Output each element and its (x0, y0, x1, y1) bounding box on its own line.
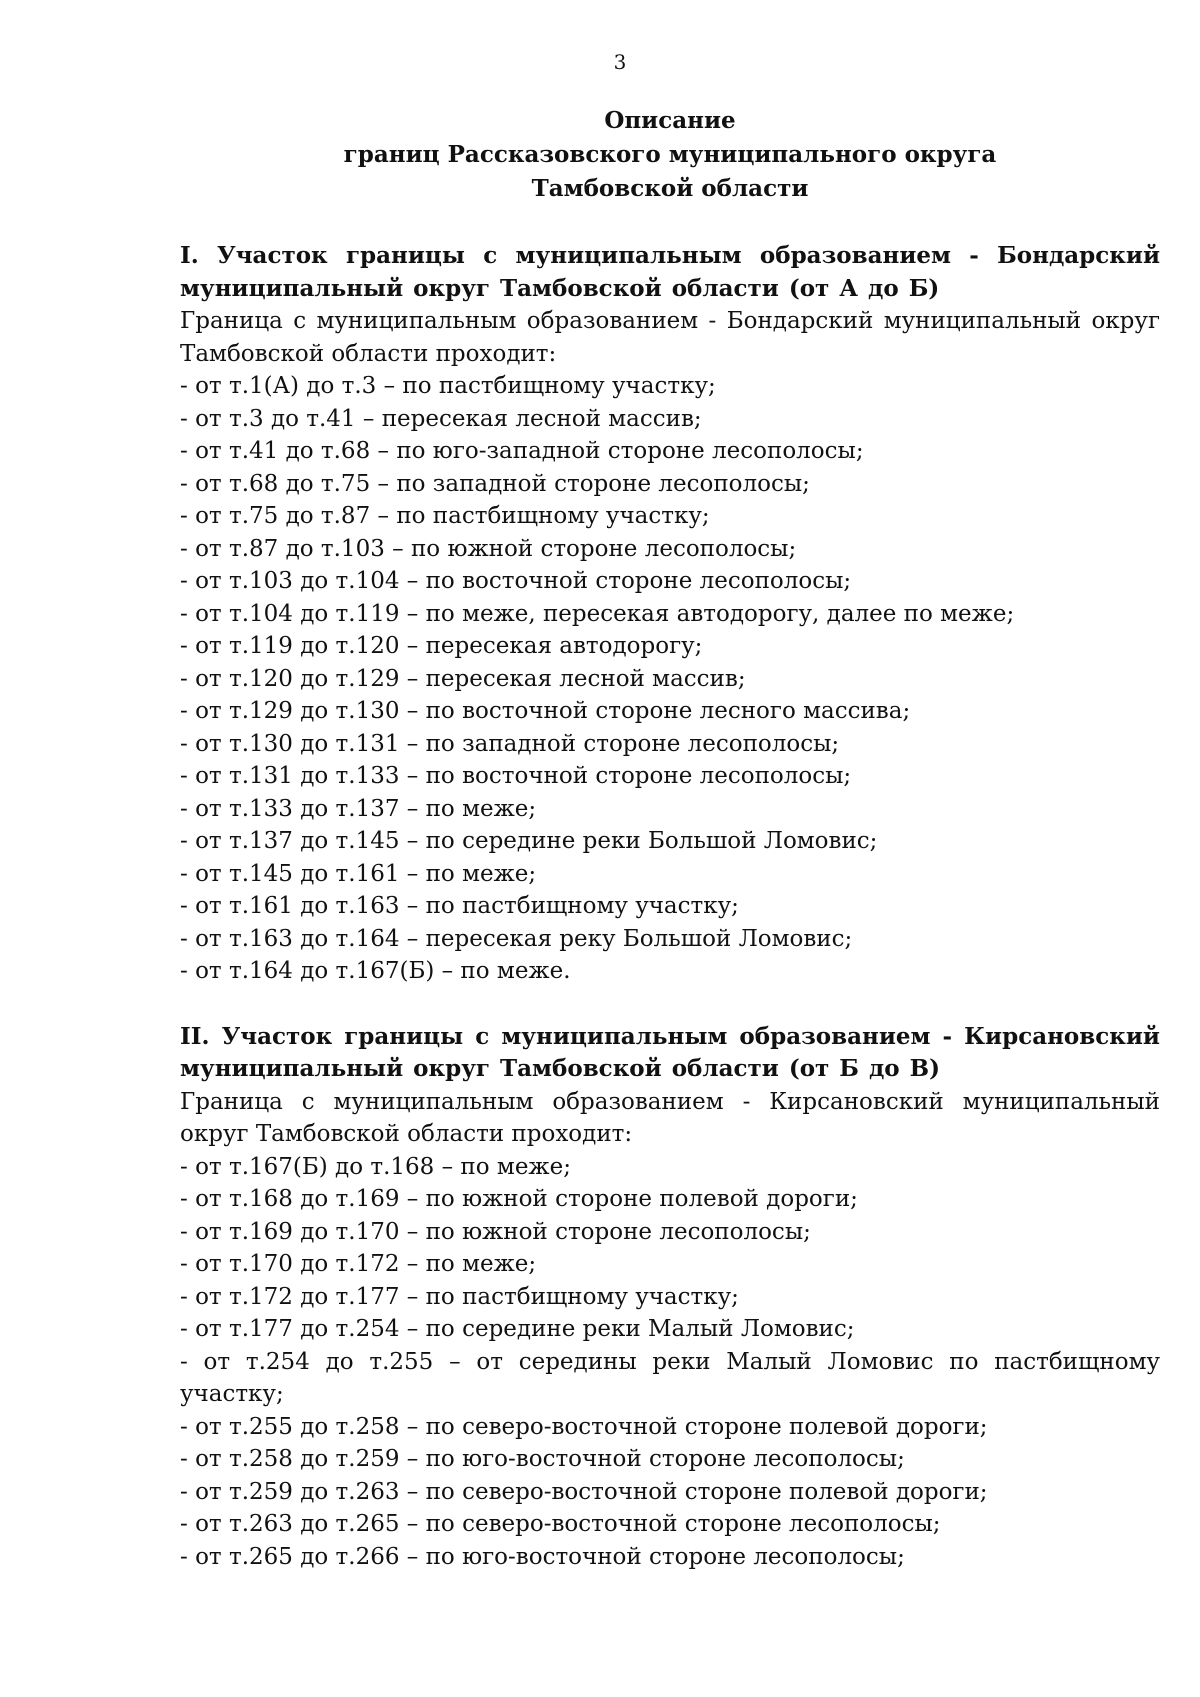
boundary-item: - от т.172 до т.177 – по пастбищному участку; (180, 1283, 739, 1310)
boundary-item: - от т.68 до т.75 – по западной стороне лесополосы; (180, 470, 810, 497)
section-kirsanovsky (180, 1021, 1160, 1574)
section-bondarsky (180, 240, 1160, 988)
boundary-item: - от т.3 до т.41 – пересекая лесной массив; (180, 405, 702, 432)
boundary-item: - от т.1(А) до т.3 – по пастбищному участку; (180, 373, 716, 399)
section-heading: I. Участок границы с муниципальным образованием - Бондарский муниципальный округ Тамбовской области (от А до Б) (180, 242, 1160, 302)
title-line-1: Описание (604, 107, 736, 134)
title-line-2: границ Рассказовского муниципального округа (343, 141, 997, 168)
boundary-item: - от т.163 до т.164 – пересекая реку Большой Ломовис; (180, 925, 853, 952)
boundary-item: - от т.255 до т.258 – по северо-восточной стороне полевой дороги; (180, 1413, 988, 1440)
boundary-item: - от т.169 до т.170 – по южной стороне лесополосы; (180, 1218, 811, 1245)
document-title (170, 104, 1170, 206)
boundary-item: - от т.103 до т.104 – по восточной стороне лесополосы; (180, 568, 852, 594)
boundary-item: - от т.104 до т.119 – по меже, пересекая автодорогу, далее по меже; (180, 600, 1015, 627)
boundary-item: - от т.119 до т.120 – пересекая автодорогу; (180, 633, 703, 659)
boundary-item: - от т.120 до т.129 – пересекая лесной массив; (180, 665, 746, 692)
section-heading: II. Участок границы с муниципальным образованием - Кирсановский муниципальный округ Тамбовской области (от Б до В) (180, 1022, 1160, 1082)
boundary-item: - от т.167(Б) до т.168 – по меже; (180, 1153, 571, 1180)
boundary-item: - от т.133 до т.137 – по меже; (180, 795, 537, 822)
boundary-item: - от т.75 до т.87 – по пастбищному участку; (180, 503, 710, 529)
boundary-item: - от т.254 до т.255 – от середины реки Малый Ломовис по пастбищному участку; (180, 1348, 1160, 1407)
boundary-item: - от т.145 до т.161 – по меже; (180, 860, 537, 887)
boundary-item: - от т.87 до т.103 – по южной стороне лесополосы; (180, 535, 797, 562)
boundary-item: - от т.258 до т.259 – по юго-восточной стороне лесополосы; (180, 1446, 905, 1472)
boundary-item: - от т.41 до т.68 – по юго-западной стороне лесополосы; (180, 438, 864, 464)
boundary-item: - от т.129 до т.130 – по восточной стороне лесного массива; (180, 698, 911, 724)
section-intro: Граница с муниципальным образованием - Кирсановский муниципальный округ Тамбовской области проходит: (180, 1088, 1160, 1147)
boundary-item: - от т.168 до т.169 – по южной стороне полевой дороги; (180, 1186, 858, 1212)
title-line-3: Тамбовской области (531, 175, 809, 202)
boundary-item: - от т.137 до т.145 – по середине реки Большой Ломовис; (180, 828, 878, 854)
boundary-item: - от т.259 до т.263 – по северо-восточной стороне полевой дороги; (180, 1478, 988, 1505)
document-body (180, 240, 1160, 1573)
boundary-item: - от т.161 до т.163 – по пастбищному участку; (180, 893, 739, 919)
boundary-item: - от т.263 до т.265 – по северо-восточной стороне лесополосы; (180, 1511, 941, 1537)
boundary-item: - от т.177 до т.254 – по середине реки Малый Ломовис; (180, 1316, 855, 1342)
boundary-item: - от т.130 до т.131 – по западной стороне лесополосы; (180, 730, 840, 757)
boundary-item: - от т.170 до т.172 – по меже; (180, 1251, 537, 1277)
boundary-item: - от т.265 до т.266 – по юго-восточной стороне лесополосы; (180, 1543, 905, 1570)
page-number: 3 (613, 50, 627, 74)
boundary-item: - от т.164 до т.167(Б) – по меже. (180, 958, 571, 984)
boundary-item: - от т.131 до т.133 – по восточной стороне лесополосы; (180, 763, 852, 789)
section-intro: Граница с муниципальным образованием - Бондарский муниципальный округ Тамбовской области проходит: (180, 308, 1160, 367)
